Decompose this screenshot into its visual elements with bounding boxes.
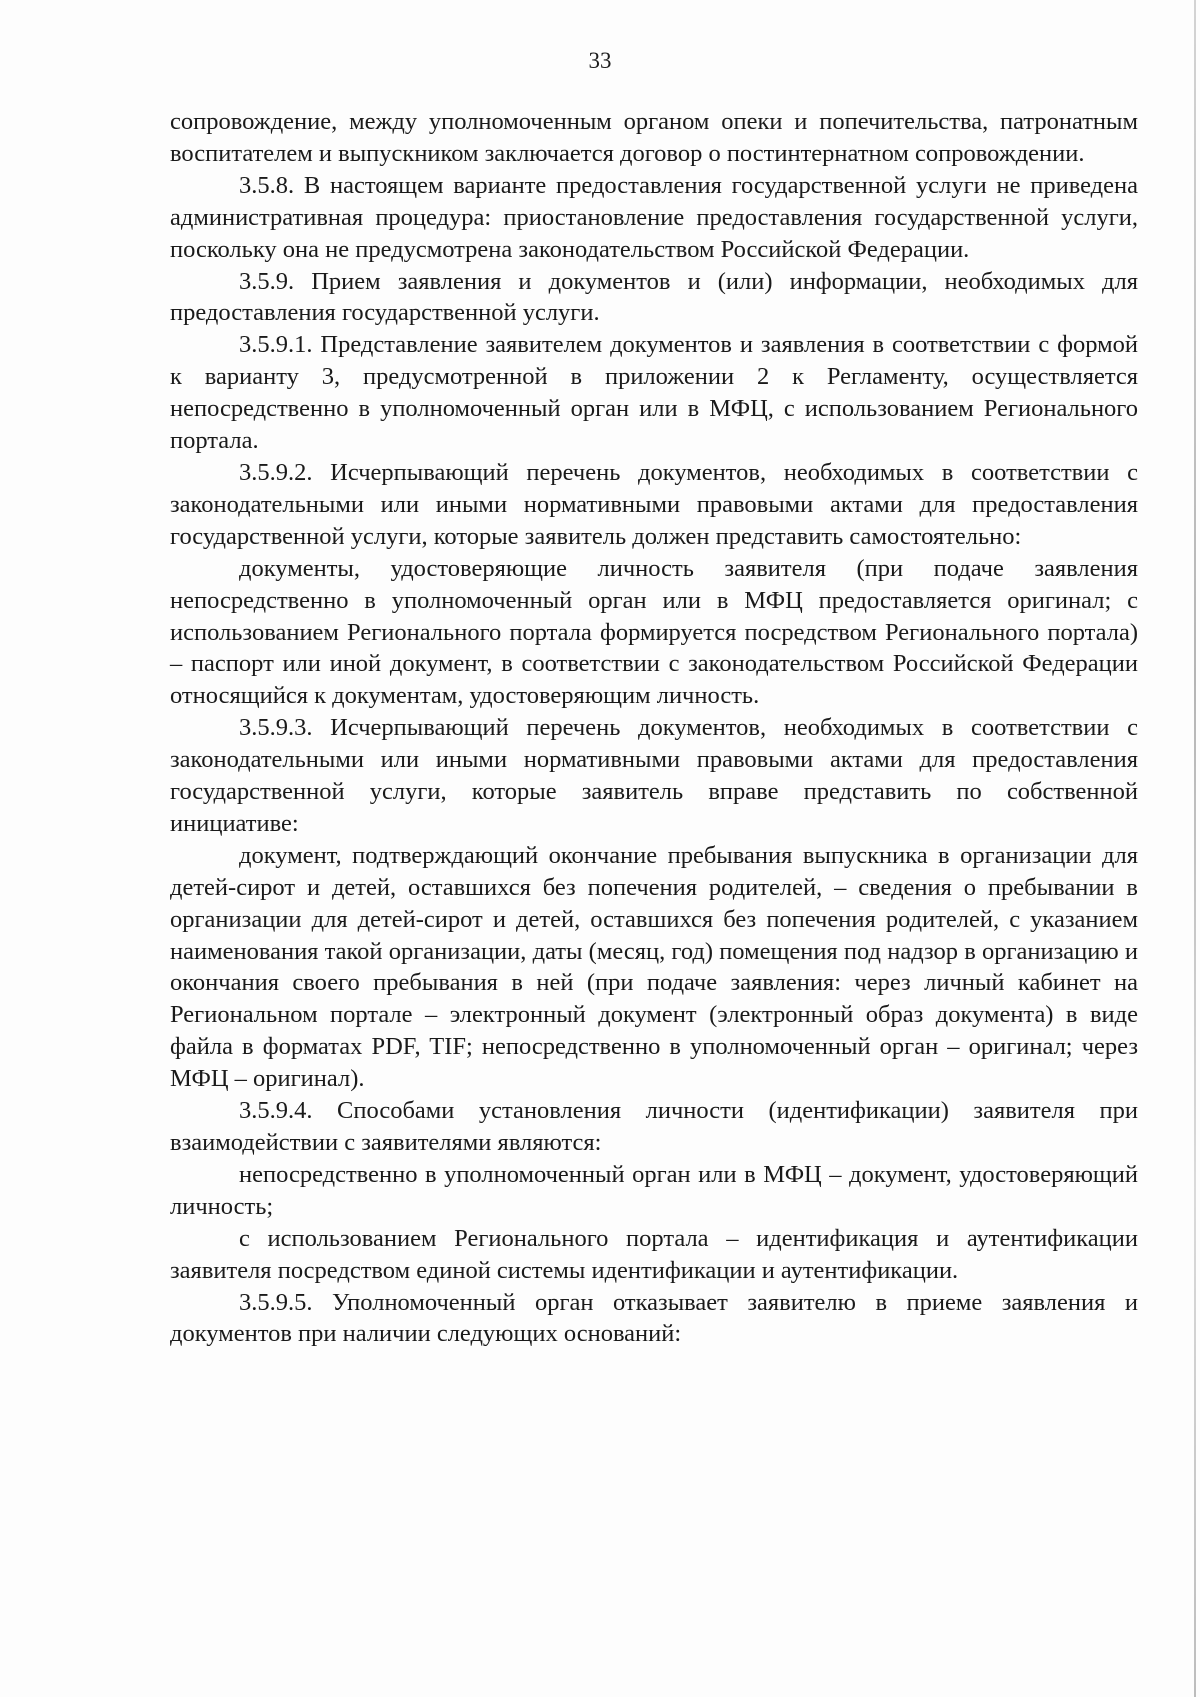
paragraph-identification-portal: с использованием Регионального портала – идентификация и аутентификации заявителя посредством единой системы идентификации и аутентификации. — [170, 1224, 1138, 1284]
scan-edge-line — [1194, 0, 1196, 1697]
paragraph-1: сопровождение, между уполномоченным органом опеки и попечительства, патронатным воспитателем и выпускником заключается договор о постинтернатном сопровождении. — [170, 108, 1138, 167]
paragraph-3-5-9-2: 3.5.9.2. Исчерпывающий перечень документов, необходимых в соответствии с законодательными или иными нормативными правовыми актами для предоставления государственной услуги, которые заявитель должен представить самостоятельно: — [170, 458, 1138, 550]
paragraph-3-5-9-1: 3.5.9.1. Представление заявителем документов и заявления в соответствии с формой к варианту 3, предусмотренной в приложении 2 к Регламенту, осуществляется непосредственно в уполномоченный орган или в МФЦ, с использованием Регионального портала. — [170, 331, 1138, 455]
paragraph-3-5-9-4: 3.5.9.4. Способами установления личности (идентификации) заявителя при взаимодействии с заявителями являются: — [170, 1097, 1138, 1156]
paragraph-identity-documents: документы, удостоверяющие личность заявителя (при подаче заявления непосредственно в уполномоченный орган или в МФЦ предоставляется оригинал; с использованием Регионального портала формируется посредством Регионального портала) – паспорт или иной документ, в соответствии с законодательством Российской Федерации относящийся к документам, удостоверяющим личность. — [170, 554, 1138, 710]
paragraph-identification-in-person: непосредственно в уполномоченный орган или в МФЦ – документ, удостоверяющий личность; — [170, 1160, 1138, 1220]
paragraph-stay-confirmation-document: документ, подтверждающий окончание пребывания выпускника в организации для детей-сирот и детей, оставшихся без попечения родителей, – сведения о пребывании в организации для детей-сирот и детей, оставшихся без попечения родителей, с указанием наименования такой организации, даты (месяц, год) помещения под надзор в организацию и окончания своего пребывания в ней (при подаче заявления: через личный кабинет на Региональном портале – электронный документ (электронный образ документа) в виде файла в форматах PDF, TIF; непосредственно в уполномоченный орган – оригинал; через МФЦ – оригинал). — [170, 841, 1138, 1093]
paragraph-3-5-9-3: 3.5.9.3. Исчерпывающий перечень документов, необходимых в соответствии с законодательными или иными нормативными правовыми актами для предоставления государственной услуги, которые заявитель вправе представить по собственной инициативе: — [170, 714, 1138, 837]
paragraph-3-5-9-5: 3.5.9.5. Уполномоченный орган отказывает заявителю в приеме заявления и документов при наличии следующих оснований: — [170, 1288, 1138, 1348]
paragraph-3-5-8: 3.5.8. В настоящем варианте предоставления государственной услуги не приведена административная процедура: приостановление предоставления государственной услуги, поскольку она не предусмотрена законодательством Российской Федерации. — [170, 171, 1138, 263]
paragraph-3-5-9: 3.5.9. Прием заявления и документов и (или) информации, необходимых для предоставления государственной услуги. — [170, 267, 1138, 327]
page-number: 33 — [588, 48, 612, 73]
document-body — [170, 106, 1138, 1350]
